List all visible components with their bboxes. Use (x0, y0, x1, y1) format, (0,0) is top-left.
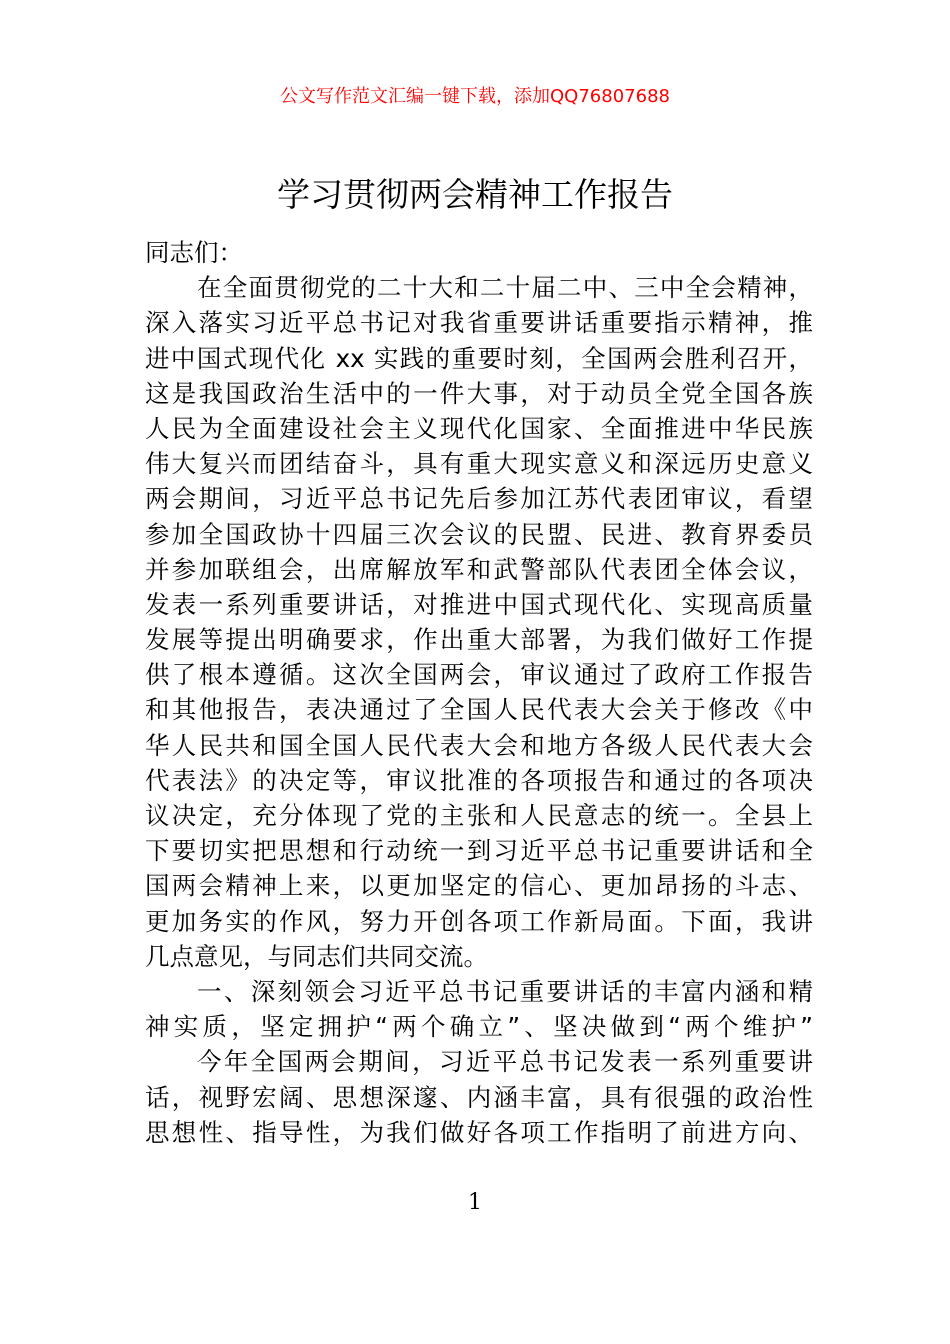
paragraph-line: 发展等提出明确要求，作出重大部署，为我们做好工作提 (145, 625, 813, 655)
paragraph-line: 这是我国政治生活中的一件大事，对于动员全党全国各族 (145, 378, 813, 408)
paragraph-line: 参加全国政协十四届三次会议的民盟、民进、教育界委员 (145, 519, 813, 549)
paragraph-line: 并参加联组会，出席解放军和武警部队代表团全体会议， (145, 554, 813, 584)
document-title: 学习贯彻两会精神工作报告 (277, 175, 673, 214)
paragraph-line: 更加务实的作风，努力开创各项工作新局面。下面，我讲 (145, 906, 813, 936)
promo-banner-text: 公文写作范文汇编一键下载，添加QQ76807688 (280, 86, 670, 107)
paragraph-line: 思想性、指导性，为我们做好各项工作指明了前进方向、 (145, 1117, 813, 1147)
paragraph-line: 议决定，充分体现了党的主张和人民意志的统一。全县上 (145, 801, 813, 830)
paragraph-line: 国两会精神上来，以更加坚定的信心、更加昂扬的斗志、 (145, 871, 813, 901)
paragraph-line: 和其他报告，表决通过了全国人民代表大会关于修改《中 (145, 695, 813, 725)
paragraph-line: 人民为全面建设社会主义现代化国家、全面推进中华民族 (145, 413, 813, 443)
paragraph-line: 华人民共和国全国人民代表大会和地方各级人民代表大会 (145, 730, 813, 760)
paragraph-line: 话，视野宏阔、思想深邃、内涵丰富，具有很强的政治性 (145, 1082, 813, 1112)
paragraph-line: 今年全国两会期间，习近平总书记发表一系列重要讲 (197, 1047, 813, 1077)
salutation-line: 同志们： (145, 238, 243, 267)
paragraph-line: 进中国式现代化 xx 实践的重要时刻，全国两会胜利召开， (145, 343, 813, 373)
page-number: 1 (468, 1190, 482, 1215)
paragraph-line: 几点意见，与同志们共同交流。 (145, 941, 488, 971)
section-heading-line: 神实质，坚定拥护“两个确立”、坚决做到“两个维护” (145, 1012, 813, 1042)
paragraph-line: 两会期间，习近平总书记先后参加江苏代表团审议，看望 (145, 484, 813, 514)
paragraph-line: 伟大复兴而团结奋斗，具有重大现实意义和深远历史意义 (145, 449, 813, 479)
paragraph-line: 深入落实习近平总书记对我省重要讲话重要指示精神，推 (145, 308, 813, 338)
paragraph-line: 在全面贯彻党的二十大和二十届二中、三中全会精神， (197, 273, 813, 303)
paragraph-line: 代表法》的决定等，审议批准的各项报告和通过的各项决 (145, 765, 813, 795)
document-body (145, 235, 813, 1150)
paragraph-line: 供了根本遵循。这次全国两会，审议通过了政府工作报告 (145, 660, 813, 690)
section-heading-line: 一、深刻领会习近平总书记重要讲话的丰富内涵和精 (197, 976, 813, 1006)
paragraph-line: 下要切实把思想和行动统一到习近平总书记重要讲话和全 (145, 836, 813, 866)
paragraph-line: 发表一系列重要讲话，对推进中国式现代化、实现高质量 (145, 589, 813, 619)
